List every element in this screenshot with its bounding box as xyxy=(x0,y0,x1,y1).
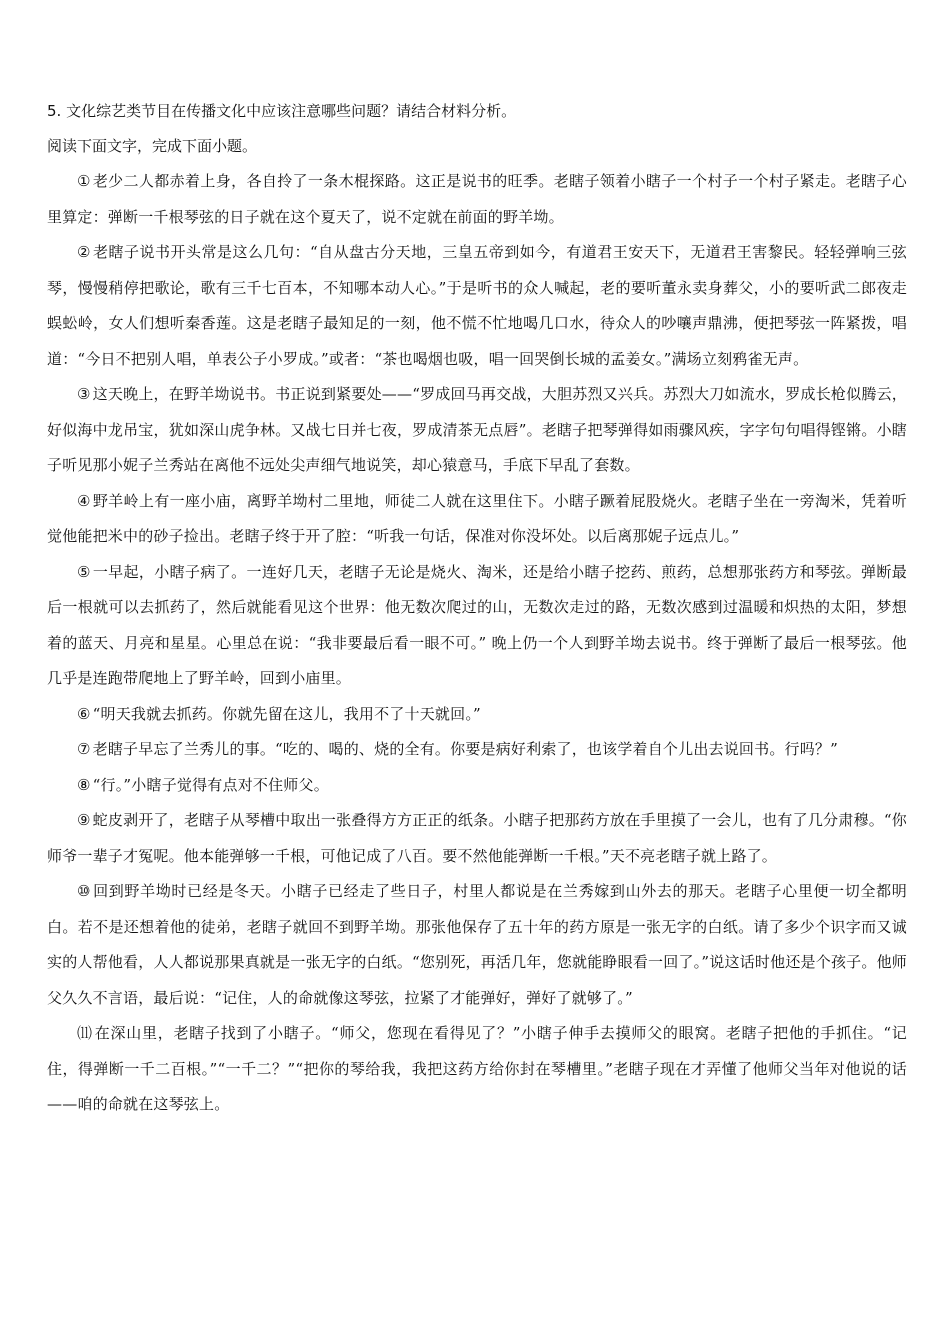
paragraph-number: ④ xyxy=(77,491,91,510)
paragraph-number: ② xyxy=(77,243,91,261)
paragraph-4 xyxy=(47,484,907,555)
paragraph-text: 蛇皮剥开了，老瞎子从琴槽中取出一张叠得方方正正的纸条。小瞎子把那药方放在手里摸了一会儿，也有了几分肃穆。“你师爷一辈子才冤呢。他本能弹够一千根，可他记成了八百。要不然他能弹断一千根。”天不亮老瞎子就上路了。 xyxy=(47,811,907,865)
paragraph-text: 回到野羊坳时已经是冬天。小瞎子已经走了些日子，村里人都说是在兰秀嫁到山外去的那天。老瞎子心里便一切全都明白。若不是还想着他的徒弟，老瞎子就回不到野羊坳。那张他保存了五十年的药方原是一张无字的白纸。请了多少个识字而又诚实的人帮他看，人人都说那果真就是一张无字的白纸。“您别死，再活几年，您就能睁眼看一回了。”说这话时他还是个孩子。他师父久久不言语，最后说：“记住，人的命就像这琴弦，拉紧了才能弹好，弹好了就够了。” xyxy=(47,882,907,1007)
paragraph-2 xyxy=(47,235,907,377)
paragraph-number: ③ xyxy=(77,385,91,403)
paragraph-number: ⑨ xyxy=(77,811,91,829)
paragraph-number: ⑦ xyxy=(77,740,91,758)
paragraph-number: ① xyxy=(77,172,91,190)
paragraph-9 xyxy=(47,803,907,874)
paragraph-text: 这天晚上，在野羊坳说书。书正说到紧要处——“罗成回马再交战，大胆苏烈又兴兵。苏烈大刀如流水，罗成长枪似腾云，好似海中龙吊宝，犹如深山虎争林。又战七日并七夜，罗成清茶无点唇”。老瞎子把琴弹得如雨骤风疾，字字句句唱得铿锵。小瞎子听见那小妮子兰秀站在离他不远处尖声细气地说笑，却心猿意马，手底下早乱了套数。 xyxy=(47,385,907,474)
paragraph-7 xyxy=(47,732,907,768)
question-text: 文化综艺类节目在传播文化中应该注意哪些问题？请结合材料分析。 xyxy=(66,102,517,120)
paragraph-text: 野羊岭上有一座小庙，离野羊坳村二里地，师徒二人就在这里住下。小瞎子蹶着屁股烧火。老瞎子坐在一旁淘米，凭着听觉他能把米中的砂子捡出。老瞎子终于开了腔：“听我一句话，保准对你没坏处。以后离那妮子远点儿。” xyxy=(47,491,907,545)
paragraph-number: ⑤ xyxy=(77,562,91,581)
paragraph-1 xyxy=(47,164,907,235)
paragraph-text: 老瞎子说书开头常是这么几句：“自从盘古分天地，三皇五帝到如今，有道君王安天下，无道君王害黎民。轻轻弹响三弦琴，慢慢稍停把歌论，歌有三千七百本，不知哪本动人心。”于是听书的众人喊起，老的要听董永卖身葬父，小的要听武二郎夜走蜈蚣岭，女人们想听秦香莲。这是老瞎子最知足的一刻，他不慌不忙地喝几口水，待众人的吵嚷声鼎沸，便把琴弦一阵紧拨，唱道：“今日不把别人唱，单表公子小罗成。”或者：“茶也喝烟也吸，唱一回哭倒长城的孟姜女。”满场立刻鸦雀无声。 xyxy=(47,243,907,368)
document-page xyxy=(47,94,907,1123)
reading-instruction: 阅读下面文字，完成下面小题。 xyxy=(47,137,258,155)
question-number: 5. xyxy=(47,102,62,120)
paragraph-number: ⑩ xyxy=(77,882,92,900)
paragraph-10 xyxy=(47,874,907,1016)
paragraph-number: ⑥ xyxy=(77,704,91,723)
paragraph-6 xyxy=(47,697,907,733)
paragraph-text: 老少二人都赤着上身，各自拎了一条木棍探路。这正是说书的旺季。老瞎子领着小瞎子一个村子一个村子紧走。老瞎子心里算定：弹断一千根琴弦的日子就在这个夏天了，说不定就在前面的野羊坳。 xyxy=(47,172,907,226)
paragraph-text: 一早起，小瞎子病了。一连好几天，老瞎子无论是烧火、淘米，还是给小瞎子挖药、煎药，总想那张药方和琴弦。弹断最后一根就可以去抓药了，然后就能看见这个世界：他无数次爬过的山，无数次走过的路，无数次感到过温暖和炽热的太阳，梦想着的蓝天、月亮和星星。心里总在说：“我非要最后看一眼不可。” 晚上仍一个人到野羊坳去说书。终于弹断了最后一根琴弦。他几乎是连跑带爬地上了野羊岭，回到小庙里。 xyxy=(47,562,907,687)
paragraph-8 xyxy=(47,768,907,804)
paragraph-text: 在深山里，老瞎子找到了小瞎子。“师父，您现在看得见了？”小瞎子伸手去摸师父的眼窝。老瞎子把他的手抓住。“记住，得弹断一千二百根。”“一千二？”“把你的琴给我，我把这药方给你封在琴槽里。”老瞎子现在才弄懂了他师父当年对他说的话——咱的命就在这琴弦上。 xyxy=(47,1024,907,1113)
paragraph-number: ⑾ xyxy=(77,1024,93,1042)
paragraph-text: “明天我就去抓药。你就先留在这儿，我用不了十天就回。” xyxy=(92,704,481,723)
paragraph-5 xyxy=(47,555,907,697)
paragraph-number: ⑧ xyxy=(77,775,91,794)
paragraph-text: “行。”小瞎子觉得有点对不住师父。 xyxy=(92,775,329,794)
paragraph-text: 老瞎子早忘了兰秀儿的事。“吃的、喝的、烧的全有。你要是病好利索了，也该学着自个儿出去说回书。行吗？” xyxy=(92,740,838,758)
paragraph-11 xyxy=(47,1016,907,1123)
question-5 xyxy=(47,94,907,129)
paragraph-3 xyxy=(47,377,907,484)
